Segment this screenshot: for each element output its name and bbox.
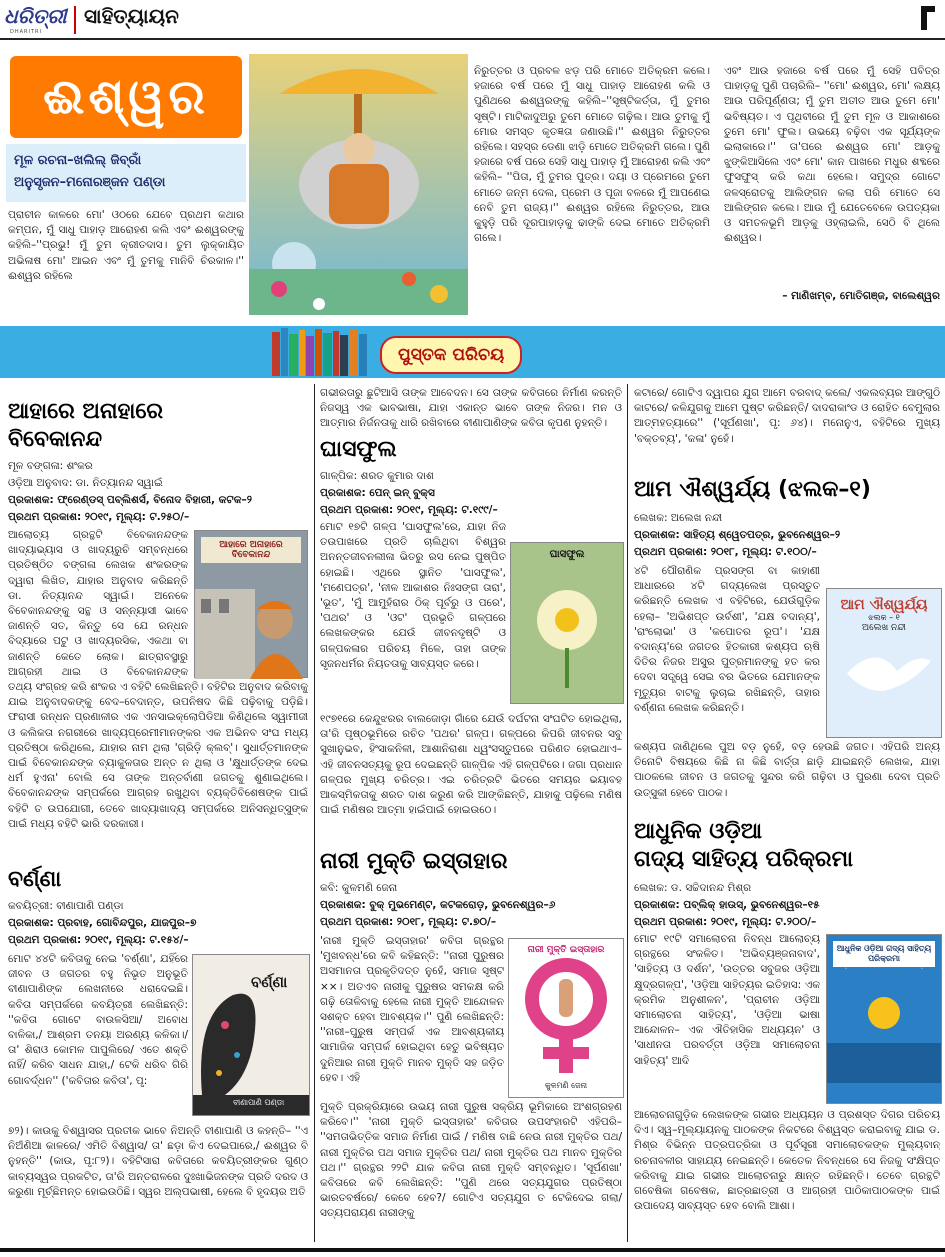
review-3-title: ଘାସଫୁଲ [320,437,397,462]
column-rule-2 [627,384,628,1242]
review-3-publisher: ପ୍ରକାଶକ: ପେନ୍ ଇନ୍ ବୁକ୍ସ [320,487,435,499]
review-2-cover-author: ବୀଣାପାଣି ପଣ୍ଡା [233,1098,285,1107]
review-2-meta [8,898,310,949]
review-1-title-l1: ଆହାରେ ଅନାହାରେ [8,399,164,424]
review-1-title [8,398,308,454]
story-col-3: ଏବଂ ଆଉ ହଜାରେ ବର୍ଷ ପରେ ମୁଁ ସେହି ପବିତ୍ର ପାହାଡ଼କୁ ପୁଣି ପଚାରିଲି– ''ମୋ' ଈଶ୍ୱର, ମୋ' ଲକ୍ଷ୍ୟ ଆଉ ପରିପୂର୍ଣ୍ଣତା; ମୁଁ ତୁମ ଅତୀତ ଆଉ ତୁମେ ମୋ' ଭବିଷ୍ୟତ। ଏ ପୃଥିବୀରେ ମୁଁ ତୁମ ମୂଳ ଓ ଆକାଶରେ ତୁମେ ମୋ' ଫୁଲ। ଉଭୟେ ବଢ଼ିବା ଏକ ସୂର୍ଯ୍ୟଙ୍କ ଇଲାକାରେ।'' ତା'ପରେ ଈଶ୍ୱର ମୋ' ଆଡ଼କୁ ଝୁଙ୍କିଆସିଲେ ଏବଂ ମୋ' କାନ ପାଖରେ ମଧୁର ଶବ୍ଦରେ ଫୁସଫୁସ୍ କରି କଥା ହେଲେ। ସମୁଦ୍ର ଗୋଟେ ଜଳସ୍ରୋତକୁ ଆଲିଙ୍ଗନ କଲା ପରି ମୋତେ ସେ ଆଲିଙ୍ଗନ କଲେ। ଆଉ ମୁଁ ଯେତେବେଳେ ଉପତ୍ୟକା ଓ ସମତଳଭୂମି ଆଡ଼କୁ ଓହ୍ଲାଇଲି, ସେଠି ବି ଥିଲେ ଈଶ୍ୱର। [724,65,940,245]
masthead-logo-sub: DHARITRI [10,29,42,35]
review-6-cover-title: ଆଧୁନିକ ଓଡ଼ିଆ ଗଦ୍ୟ ସାହିତ୍ୟ ପରିକ୍ରମା [833,941,935,967]
venus-symbol-icon [509,955,623,1075]
review-2-cover-title: ବର୍ଣ୍ଣା [251,973,288,991]
review-4-publisher: ପ୍ରକାଶକ: ବୁକ୍ ମୁଭମେଣ୍ଟ, କଟକରୋଡ଼, ଭୁବନେଶ୍ୱର–୬ [320,899,556,911]
dove-icon [827,633,941,713]
page-header [0,0,945,44]
story-illustration [249,54,468,315]
review-5-publisher: ପ୍ରକାଶକ: ସାହିତ୍ୟ ଶ୍ୱେତପତ୍ର, ଭୁବନେଶ୍ୱର–୨ [634,529,841,541]
story-title: ଈଶ୍ୱର [10,56,242,138]
review-2-title: ବର୍ଣ୍ଣା [8,867,62,892]
review-1-body-a: ଆଲୋଚ୍ୟ ଗ୍ରନ୍ଥଟି ବିବେକାନନ୍ଦଙ୍କ ଖାଦ୍ୟାଭ୍ୟାସ ଓ ଖାଦ୍ୟରୁଚି ସମ୍ବନ୍ଧରେ ପ୍ରତିଷ୍ଠିତ ବଙ୍ଗଳା ଲେଖକ ଶଂକରଙ୍କ ଦ୍ୱାରା ଲିଖିତ, ଯାହାର ଅନୁବାଦ କରିଛନ୍ତି ଡା. ନିତ୍ୟାନନ୍ଦ ସ୍ୱାଇଁ। ଅନେକେ ବିବେକାନନ୍ଦଙ୍କୁ ସନ୍ଥ ଓ ସନ୍ନ୍ୟାସୀ ଭାବେ ଜାଣନ୍ତି ସତ, କିନ୍ତୁ ସେ ଯେ ରନ୍ଧନ ବିଦ୍ୟାରେ ପଟୁ ଓ ଖାଦ୍ୟରସିକ, ଏକଥା ବା ଜାଣନ୍ତି କେତେ ଲୋକ। ଛାତ୍ରାବସ୍ଥାରୁ ଆଗ୍ରହୀ ଥାଇ ଓ ବିବେକାନନ୍ଦଙ୍କ [8,529,188,678]
review-2-poet: କବୟିତ୍ରୀ: ବୀଣାପାଣି ପଣ୍ଡା [8,900,124,912]
review-5-cover-author: ଅଲେଖ ନନ୍ଦୀ [862,623,906,633]
story-col-2: ନିରୁତ୍ତର ଓ ପ୍ରବଳ ଝଡ଼ ପରି ମୋତେ ଅତିକ୍ରମ କଲେ। ହଜାରେ ବର୍ଷ ପରେ ମୁଁ ସାଧୁ ପାହାଡ଼ ଆରୋହଣ କଲି ଓ ପୁଣିଥରେ ଈଶ୍ୱରଙ୍କୁ କହିଲି–''ସୃଷ୍ଟିକର୍ତ୍ତା, ମୁଁ ତୁମର ସୃଷ୍ଟି। ମାଟିକାଦୁଅରୁ ତୁମେ ମୋତେ ଗଢ଼ିଲ। ଆଉ ତୁମକୁ ମୁଁ ମୋର ସମସ୍ତ କୃତଜ୍ଞତା ଜଣାଉଛି।'' ଈଶ୍ୱର ନିରୁତ୍ତର ରହିଲେ। ସହସ୍ର ଡେଣା ଝାଡ଼ି ମୋତେ ଅତିକ୍ରମି ଗଲେ। ପୁଣି ହଜାରେ ବର୍ଷ ପରେ ସେହି ସାଧୁ ପାହାଡ଼ ମୁଁ ଆରୋହଣ କଲି ଏବଂ କହିଲି– ''ପିତା, ମୁଁ ତୁମର ପୁତ୍ର। ଦୟା ଓ ପ୍ରେମରେ ତୁମେ ମୋତେ ଜନ୍ମ ଦେଲ, ପ୍ରେମ ଓ ପୂଜା ବଳରେ ମୁଁ ଆପଣେଇ ନେବି ତୁମ ରାଜ୍ୟ।'' ଈଶ୍ୱର ରହିଲେ ନିରୁତ୍ତର, ଆଉ କୁହୁଡ଼ି ପରି ଦୂରପାହାଡ଼କୁ ଢାଙ୍କି ଦେଇ ମୋତେ ଅତିକ୍ରମି ଗଲେ। [474,65,710,245]
review-1-cover [194,530,308,678]
review-2-publisher: ପ୍ରକାଶକ: ପ୍ରବାହ, ଗୋବିନ୍ଦପୁର, ଯାଜପୁର–୭ [8,917,197,929]
review-6-title-l1: ଆଧୁନିକ ଓଡ଼ିଆ [634,819,763,844]
review-6-title-l2: ଗଦ୍ୟ ସାହିତ୍ୟ ପରିକ୍ରମା [634,847,854,872]
review-4-cover [508,938,624,1098]
review-3-edition: ପ୍ରଥମ ପ୍ରକାଶ: ୨୦୧୯, ମୂଲ୍ୟ: ଟ.୧୯୯/– [320,504,498,516]
review-3-author: ଗାଳ୍ପିକ: ଶରତ କୁମାର ଦାଶ [320,470,434,482]
story-byline [6,144,246,202]
review-5-cover-title: ଆମ ଐଶ୍ୱର୍ଯ୍ୟ [840,597,928,613]
review-4-continued: କଟାରେ/ ଗୋଟିଏ ଦ୍ୱାପର ଯୁଗ ଆମେ ବରବାଦ୍ କଲେ/ ଏକଲବ୍ୟର ଆଙ୍ଗୁଠି କାଟରେ/ କଳିଯୁଗକୁ ଆମେ ପୁଷ୍ଟ କରିଛନ୍ତି/ ଦାଦରାକାଂଡ ଓ ରୋହିତ ବେମୁଲାର ଆତ୍ମହତ୍ୟାରେ'' ('ସୂର୍ପଣଖା', ପୃ: ୬୪)। ମନୋନୁଏ, ବହିଟିରେ ମୁଖ୍ୟ 'ବକ୍ତବ୍ୟ', 'କଳା' ନୁହେଁ। [634,387,940,445]
corner-mark [921,6,935,30]
review-6-meta [634,880,940,931]
review-5-cover-sub: ଝଲକ – ୧ [868,613,900,622]
review-4-body-b: ମୁକ୍ତି ପ୍ରକ୍ରିୟାରେ ଉଭୟ ନାରୀ ପୁରୁଷ ସକ୍ରିୟ ଭୂମିକାରେ ଅଂଶଗ୍ରହଣ କରିବେ।'' 'ନାରୀ ମୁକ୍ତି ଇସ୍ତାହାର' କବିତାର ଉପସଂହାରଟି ଏହିପରି– ''ସମତାଭିତ୍ତିକ ସମାଜ ନିର୍ମାଣ ପାଇଁ / ମଣିଷ ବାଛି ନେଉ ନାରୀ ମୁକ୍ତିର ପଥ/ ନାରୀ ମୁକ୍ତିର ପଥ ସମାଜ ମୁକ୍ତିର ପଥ/ ନାରୀ ମୁକ୍ତିର ପଥ ମାନବ ମୁକ୍ତିର ପଥ।'' ଗ୍ରନ୍ଥର ୨୨ଟି ଯାକ କବିତା ନାରୀ ମୁକ୍ତି ସମ୍ବନ୍ଧିତ। 'ସୂର୍ପଣଖା' କବିତାରେ କବି ଲେଖିଛନ୍ତି: ''ପୁଣି ଥରେ ସତ୍ୟଯୁଗର ପ୍ରତିଷ୍ଠା ଭାରତବର୍ଷରେ/ କେବେ ହେବ?/ ଗୋଟିଏ ସତ୍ୟଯୁଗ ତ ଟେକିଦେଇ ଗଲା/ ସତ୍ୟପରାୟଣ ନାରୀଙ୍କୁ [320,1101,622,1220]
review-5-edition: ପ୍ରଥମ ପ୍ରକାଶ: ୨୦୧୮, ମୂଲ୍ୟ: ଟ.୧୦୦/– [634,546,817,558]
review-6-cover-author: ପ୍ରଫେସର ଡ. ସଚ୍ଚିଦାନନ୍ଦ ମିଶ୍ର [840,961,928,969]
review-3-body-b: ୧୯୭୧ରେ କେନ୍ଦୁଝରର ବାଲଜୋଡ଼ା ଗାଁରେ ଯେଉଁ ଦର୍ଘଟନା ସଂଘଟିତ ହୋଇଥିଲା, ତା'ରି ପୃଷ୍ଠଭୂମିରେ ରଚିତ 'ପଥର' ଗଳ୍ପ। ଗଳ୍ପରେ କିପରି ଜୀବନର ସବୁ ସୁଖାନୁଭବ, ହିଂସାକନିଳୀ, ଆଶାନିରାଶା ଧ୍ୱଂସସ୍ତୁପରେ ପରିଣତ ହୋଇଥାଏ– ଏହି ଜୀବନସତ୍ୟକୁ ରୂପ ଦେଇଛନ୍ତି ଗାଳ୍ପିକ ଏହି ଗଳ୍ପଟିରେ। ଜଗା ପ୍ରଧାନ ଗଳ୍ପର ମୁଖ୍ୟ ଚରିତ୍ର। ଏଇ ଚରିତ୍ରଟି ଭିତରେ ସମୟର ଭୟାବହ ଆକସ୍ମିକତାକୁ ଶରତ ଦାଶ କରୁଣ କରି ଆଙ୍କିଛନ୍ତି, ଯାହାକୁ ପଢ଼ିଲେ ମଣିଷ ପାଇଁ ମଣିଷର ଆତ୍ମା ହାଇଁପାଇଁ ହୋଇଉଠେ। [320,713,622,817]
review-5-body-b: କଶ୍ୟପ ଜାଣିଥିଲେ ପୁଅ ବଡ଼ ନୁହେଁ, ବଡ଼ ହେଉଛି ଜଗତ। ଏହିପରି ଅନ୍ୟ ତିନୋଟି ବିଷୟରେ କିଛି ନା କିଛି ବାର୍ତ୍ତା ଛାଡ଼ି ଯାଇଛନ୍ତି ଲେଖକ, ଯାହା ପାଠକଲେ ଜୀବନ ଓ ଜଗତକୁ ସୁନ୍ଦର କରି ଗଢ଼ିବା ଓ ପୁରଣା ଦେବା ପ୍ରତି ଉତ୍ସୁକୀ ହେବେ ପାଠକ। [634,741,940,799]
review-1-cover-title: ଆହାରେ ଅନାହାରେ ବିବେକାନନ୍ଦ [201,537,301,563]
review-6-author: ଲେଖକ: ଡ. ସଚ୍ଚିଦାନନ୍ଦ ମିଶ୍ର [634,882,752,894]
review-1-body-b: ତଥ୍ୟ ସଂଗ୍ରହ କରି ଶଂକର ଏ ବହିଟି ଲେଖିଛନ୍ତି। ବହିଟିର ଅନୁବାଦ କରିବାକୁ ଯାଇ ଅନୁବାଦକଙ୍କୁ ବେଦ–ବେଦାନ୍ତ, ଉପନିଷଦ କିଛି ପଢ଼ିବାକୁ ପଡ଼ିଛି। ଫରାସୀ ରନ୍ଧନ ପ୍ରଣାଳୀର ଏକ ଏନସାଇକ୍ଲୋପିଡିଆ କିଣିଥିଲେ ସ୍ୱାମୀଜୀ ଓ କଲିକତା ନଗରୀରେ ଖାଦ୍ୟପ୍ରେମୀମାନଙ୍କର ଏକ ଅଭିନବ ସଂଘ ମଧ୍ୟ ପ୍ରତିଷ୍ଠା କରିଥିଲେ, ଯାହାର ନାମ ଥିଲା 'ଗ୍ରିଡ଼ି କ୍ଲବ୍'। ସୁଧାର୍ତ୍ତମାନଙ୍କ ପାଇଁ ବିବେକାନନ୍ଦଙ୍କ ବ୍ୟାକୁଳତାର ଅନ୍ତ ନ ଥିଲା ଓ 'କ୍ଷୁଧାର୍ତ୍ତଙ୍କ ଦେଇ ଧର୍ମ ହୁଏନା' ବୋଲି ସେ ତାଙ୍କ ଅନ୍ତର୍ବାଣୀ ଜଗତକୁ ଶୁଣାଇଥିଲେ। ବିବେକାନନ୍ଦଙ୍କ ସମ୍ପର୍କରେ ଆଗ୍ରହ ରଖୁଥିବା ବ୍ୟକ୍ତିବିଶେଷଙ୍କ ପାଇଁ ବହିଟି ତ ଉପଯୋଗୀ, ତେବେ ଖାଦ୍ୟାଖାଦ୍ୟ ସମ୍ପର୍କରେ ଅନିସନ୍ଧିତ୍ସୁଙ୍କ ପାଇଁ ମଧ୍ୟ ବହିଟି ଭାରି ଦରକାରୀ। [8,681,308,830]
review-1-translator: ଓଡ଼ିଆ ଅନୁବାଦ: ଡା. ନିତ୍ୟାନନ୍ଦ ସ୍ୱାଇଁ [8,477,163,489]
review-6-publisher: ପ୍ରକାଶକ: ପବ୍ଲିକ୍ ହାଉସ୍, ଭୁବନେଶ୍ୱର–୧୫ [634,899,820,911]
review-4-body-a: 'ନାରୀ ମୁକ୍ତି ଇସ୍ତାହାର' କବିତା ଗ୍ରନ୍ଥର 'ମୁଖବନ୍ଧ'ରେ କବି କହିଛନ୍ତି: ''ନାରୀ ପୁରୁଷର ଅସମାନତା ପ୍ରକୃତିଦତ୍ତ ନୁହେଁ, ସମାଜ ସୃଷ୍ଟ ××। ଅତଏବ ନାରୀକୁ ପୁରୁଷର ସମକକ୍ଷ କରି ଗଢ଼ି ତୋଳିବାକୁ ହେଲେ ନାରୀ ମୁକ୍ତି ଆନ୍ଦୋଳନ ସଶକ୍ତ ହେବା ଆବଶ୍ୟକ।'' ପୁଣି ଲେଖିଛନ୍ତି: ''ନାରୀ–ପୁରୁଷ ସମ୍ପର୍କ ଏକ ଆବଶ୍ୟକୀୟ ସାମାଜିକ ସମ୍ପର୍କ ହୋଇଥିବା ହେତୁ ଭବିଷ୍ୟତ ଦୁନିଆର ନାରୀ ମୁକ୍ତି ମାନବ ମୁକ୍ତି ସହ ଜଡ଼ିତ ହେବ। ଏହି [320,935,504,1084]
review-2-cover [192,954,310,1116]
review-5-cover [826,588,942,738]
review-4-edition: ପ୍ରଥମ ପ୍ରକାଶ: ୨୦୧୮, ମୂଲ୍ୟ: ଟ.୭୦/– [320,916,497,928]
review-6-title [634,818,940,874]
review-5-body-a: ୪ଟି ପୌରାଣିକ ପ୍ରସଙ୍ଗ ବା କାହାଣୀ ଆଧାରରେ ୪ଟି ଗଦ୍ୟଲେଖ ପ୍ରସ୍ତୁତ କରିଛନ୍ତି ଲେଖକ ଏ ବହିଟିରେ, ଯେଉଁଗୁଡ଼ିକ ହେଲା– 'ଅଭିଶପ୍ତ ଉର୍ବଶୀ', 'ଯକ୍ଷ ବଦାନ୍ୟ', 'ରାଂଲୋଭା' ଓ 'କପୋତର ରୂପ'। 'ଯକ୍ଷ ବଦାନ୍ୟ'ରେ ଜଗତର ହିତକାରୀ କଶ୍ୟପ ଋଷି ଦିତିର ନିଜର ଅସୁର ପୁତ୍ରମାନଙ୍କୁ ହତ କର ଦେବା ସତ୍ତ୍ୱେ ସେଇ ବର ଭିତରେ ଯେମାନଙ୍କ ମୃତ୍ୟୁର ବାଟକୁ ଲୁଚାଇ ରଖିଛନ୍ତି, ତାହାର ବର୍ଣ୍ଣନା ଲେଖକ କରିଛନ୍ତି। [634,565,820,714]
story-col-1: ପ୍ରାଚୀନ କାଳରେ ମୋ' ଓଠରେ ଯେବେ ପ୍ରଥମ କଥାର କମ୍ପନ, ମୁଁ ସାଧୁ ପାହାଡ଼ ଆରୋହଣ କଲି ଏବଂ ଈଶ୍ୱରଙ୍କୁ କହିଲି–''ପ୍ରଭୁ! ମୁଁ ତୁମ କ୍ରୀତଦାସ। ତୁମ ଲୁକ୍କାୟିତ ଅଭିଳାଷ ମୋ' ଆଇନ ଏବଂ ମୁଁ ତୁମକୁ ମାନିବି ଚିରକାଳ।'' ଈଶ୍ୱର ରହିଲେ [8,209,244,282]
review-1-meta [8,458,310,526]
daffodil-image [511,560,623,690]
review-3-body-a: ମୋଟ ୧୭ଟି ଗଳ୍ପ 'ଘାସଫୁଲ'ରେ, ଯାହା ନିଜ ତଉପାଖରେ ପ୍ରତି ଚାଲିଥିବା ବିଶ୍ୱର ଅନନ୍ତଜୀବନଲୀଳା ଭିତରୁ ରସ ନେଇ ପୁଷ୍ପିତ ହୋଇଛି। ଏଥିରେ ସ୍ଥାନିତ 'ଘାସଫୁଲ', 'ମଣେପତ୍ର', 'ନୀଳ ଆକାଶର ନିଃସଙ୍ଗ ତାରା', 'ଭୂତ', 'ମୁଁ ଆମୁହଁରାର ଠିକ୍ ପୂର୍ବରୁ ଓ ପରେ', 'ପଥର' ଓ 'ଓଟ' ପ୍ରଭୃତି ଗଳ୍ପରେ ଲେଖକଙ୍କର ଯେଉଁ ଜୀବନଦୃଷ୍ଟି ଓ ଗଳ୍ପକଳାର ପରିଚୟ ମିଳେ, ତାହା ତାଙ୍କ ସୃଜନଧର୍ମର ନିୟତତାକୁ ସାବ୍ୟସ୍ତ କରେ। [320,521,506,670]
sunrise-image [827,973,941,1083]
review-1-publisher: ପ୍ରକାଶକ: ଫ୍ରେଣ୍ଡସ୍ ପବ୍ଲିଶର୍ସ, ବିନୋଦ ବିହାରୀ, କଟକ–୨ [8,494,252,506]
review-2-edition: ପ୍ରଥମ ପ୍ରକାଶ: ୨୦୧୯, ମୂଲ୍ୟ: ଟ.୧୫୪/– [8,934,189,946]
review-5-title: ଆମ ଐଶ୍ୱର୍ଯ୍ୟ (ଝଲକ–୧) [634,477,871,502]
review-1-edition: ପ୍ରଥମ ପ୍ରକାଶ: ୨୦୧୯, ମୂଲ୍ୟ: ଟ.୨୫୦/– [8,511,190,523]
review-6-body-a: ମୋଟ ୧୯ଟି ସମାଲୋଚନା ନିବନ୍ଧ ଆଲୋଚ୍ୟ ଗ୍ରନ୍ଥରେ ସଂକଳିତ। 'ଅଭିବ୍ୟଞ୍ଜନାବାଦ', 'ସାହିତ୍ୟ ଓ ଦର୍ଶନ', 'ଉତ୍ତର ସବୁଜର ଓଡ଼ିଆ କ୍ଷୁଦ୍ରଗଳ୍ପ', 'ଓଡ଼ିଆ ସାହିତ୍ୟର ଇତିହାସ: ଏକ କ୍ରମିକ ଅନୁଶୀଳନ', 'ପ୍ରାଚୀନ ଓଡ଼ିଆ ସମାଲୋଚନା ସାହିତ୍ୟ', 'ଓଡ଼ିଆ ଭାଷା ଆନ୍ଦୋଳନ– ଏକ ଐତିହାସିକ ଅଧ୍ୟୟନ' ଓ 'ସାଧୀନତା ପରବର୍ତ୍ତୀ ଓଡ଼ିଆ ସମାଲୋଚନା ସାହିତ୍ୟ' ଆଦି [634,933,820,1067]
byline-translation: ଅନୁସୃଜନ–ମନୋରଞ୍ଜନ ପଣ୍ଡା [14,175,166,190]
review-5-meta [634,510,940,561]
masthead-logo: ଧରିତ୍ରୀ [4,4,67,28]
review-3-cover-title: ଘାସଫୁଲ [549,549,585,560]
review-3-meta [320,468,622,519]
review-2-body-b: ୭୨)। କାଉକୁ ବିଶ୍ୱାସର ପ୍ରତୀକ ଭାବେ ନିଅନ୍ତି ବୀଣାପାଣି ଓ କହନ୍ତି– ''ଏ ନିଅଁଣିଆ କାଳରେ/ ଏମିତି ବିଶ୍ୱାସ/ ତା' ଛଡ଼ା କିଏ ଦେଇପାରେ,/ ଈଶ୍ୱର ବି ନୁହନ୍ତି'' (କାଉ, ପୃ:୮୨)। ବହିଟିସାରା କବିତାରେ କବୟିତ୍ରୀଙ୍କର ଗୁଣ୍ଠ କାବ୍ୟସ୍ୱର ପ୍ରକଟିତ, ତା'ରି ଅନ୍ତରାଳରେ ଦୁଃଖାଭିଜନଙ୍କ ପ୍ରତି ଦରଦ ଓ କରୁଣା ମୂର୍ଚ୍ଛିମନ୍ତ ହୋଇଉଠିଛି। ସ୍ୱର ଅଲ୍ପଭାଷୀ, ହେଲେ ବି ହୃଦୟର ଅତି [8,1125,308,1198]
header-rule [0,38,945,40]
footer-rule [0,1248,945,1252]
review-2-body-a: ମୋଟ ୪୪ଟି କବିତାକୁ ନେଇ 'ବର୍ଣ୍ଣା', ଯହିଁରେ ଜୀବନ ଓ ଜଗତର ବହୁ ନିଭୃତ ଅନୁଭୂତି ବୀଣାପାଣିଙ୍କ ଲେଖନୀରେ ଧରାଦେଇଛି। କବିତା ସମ୍ପର୍କରେ କବୟିତ୍ରୀ ଲେଖିଛନ୍ତି: ''କବିତା ଗୋଟେ ବାଉଳସିଆ/ ଅବୋଧ ବାଳିକା,/ ଆଶ୍ରମ ତନୟା ଅରଣ୍ୟ କଳିକା।/ ତା' ଶିରାଓ କୋମଳ ପାପୁଲିରେ/ ଏତେ ଶକ୍ତି ନାହିଁ/ କରିବ ସାଧନ ଯାହା,/ ଟେକି ଧରିବ ଗିରି ଗୋବର୍ଦ୍ଧନ'' ('କବିତାର କବିତା', ପୃ: [8,953,188,1087]
review-1-original: ମୂଳ ବଙ୍ଗଳା: ଶଂକର [8,460,93,472]
review-4-meta [320,880,622,931]
review-4-cover-title: ନାରୀ ମୁକ୍ତି ଇସ୍ତାହାର [527,945,605,955]
review-1-title-l2: ବିବେକାନନ୍ଦ [8,427,103,452]
review-3-cover [510,542,624,704]
review-4-title: ନାରୀ ମୁକ୍ତି ଇସ୍ତାହାର [320,849,508,874]
header-divider [74,6,76,34]
banner-label: ପୁସ୍ତକ ପରିଚୟ [380,336,522,374]
review-2-continued: ଗଭୀରତାରୁ ଛୁଟିଆସି ତାଙ୍କ ଆବେଦନ। ସେ ତାଙ୍କ କବିତାରେ ନିର୍ମାଣ କରନ୍ତି ନିଜସ୍ୱ ଏକ ଭାବଭାଷା, ଯାହା ଏକାନ୍ତ ଭାବେ ତାଙ୍କ ନିଜର। ମନ ଓ ଆତ୍ମାର ନିର୍ଜନତାକୁ ଧାରି ରଖିବାରେ ବୀଣାପାଣିଙ୍କ କବିତା କୃପଣ ନୁହନ୍ତି। [320,387,622,430]
portrait-image [195,569,307,679]
review-6-body-b: ଆଲୋଚନାଗୁଡ଼ିକ ଲେଖକଙ୍କ ଗଭୀର ଅଧ୍ୟୟନ ଓ ପ୍ରଶସ୍ତ ଦିଗର ପରିଚୟ ଦିଏ। ସ୍ୱ–ମୂଲ୍ୟାୟନକୁ ପାଠକଙ୍କ ନିକଟରେ ବିଶ୍ୱସ୍ତ କରାଇବାକୁ ଯାଇ ଡ. ମିଶ୍ର ବିଭିନ୍ନ ପତ୍ରପତ୍ରିକା ଓ ପୂର୍ବସୂରୀ ସମାଲୋଚକଙ୍କ ମୁଲ୍ୟବାନ୍ ରଚନାବଳୀର ସାହାଯ୍ୟ ନେଇଛନ୍ତି। କେତେକ ନିବନ୍ଧରେ ସେ ନିଜକୁ ସଂକ୍ଷିପ୍ତ କରିବାକୁ ଯାଇ ଗଭୀର ଆଲୋଚନାରୁ କ୍ଷାନ୍ତ ରହିଛନ୍ତି। ତେବେ ଗ୍ରନ୍ଥଟି ଗବେଷିକା ଗବେଷକ, ଛାତ୍ରଛାତ୍ରୀ ଓ ଆଗ୍ରହୀ ପାଠିକାପାଠକଙ୍କ ପାଇଁ ଉପାଦେୟ ସାବ୍ୟସ୍ତ ହେବ ବୋଲି ଆଶା। [634,1109,940,1213]
review-4-poet: କବି: କୁଳମଣି ଜେନା [320,882,398,894]
byline-original: ମୂଳ ରଚନା–ଖଲିଲ୍ ଜିବ୍ରାଁ [14,153,142,168]
review-6-edition: ପ୍ରଥମ ପ୍ରକାଶ: ୨୦୧୯, ମୂଲ୍ୟ: ଟ.୨୦୦/– [634,916,817,928]
review-5-author: ଲେଖକ: ଅଲେଖ ନନ୍ଦୀ [634,512,723,524]
story-signoff: – ମାଣିଖମ୍ବ, ମୋତିଗଞ୍ଜ, ବାଲେଶ୍ୱର [782,290,940,302]
books-icon [270,326,370,378]
column-rule-1 [314,384,315,1242]
review-4-cover-author: କୁଳମଣି ଜେନା [544,1081,588,1090]
review-6-cover [826,934,942,1104]
section-title: ସାହିତ୍ୟାୟନ [84,4,179,28]
